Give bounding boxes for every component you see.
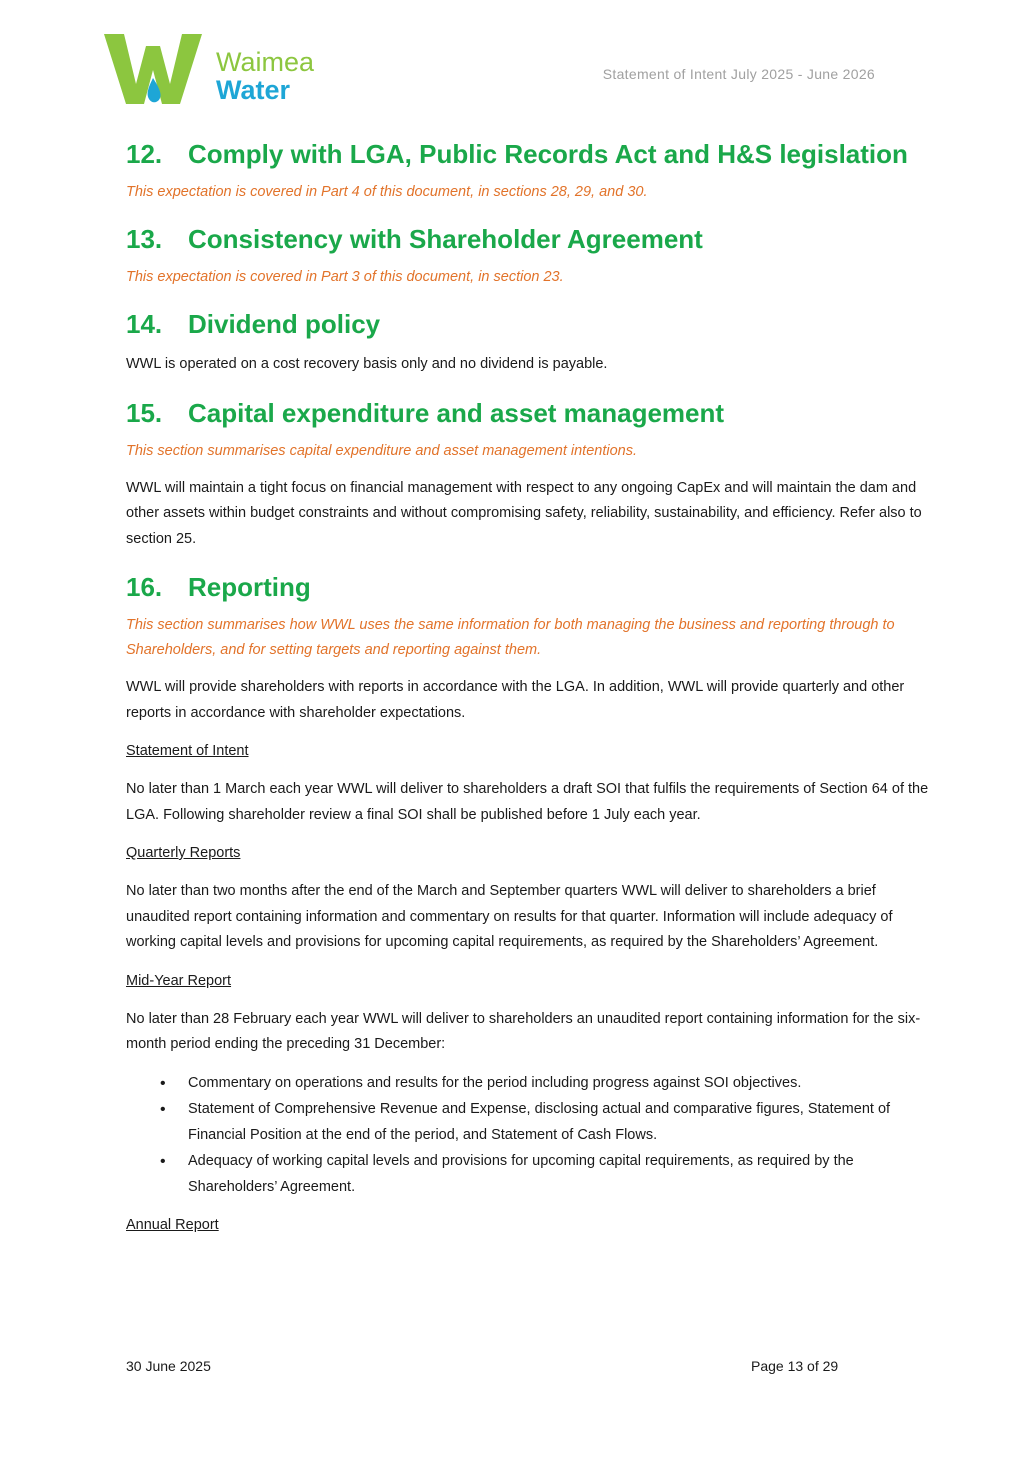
section-number: 16. [126,572,163,602]
midyear-subheading: Mid-Year Report [126,972,232,989]
section-14-paragraph: WWL is operated on a cost recovery basis only and no dividend is payable. [126,356,608,372]
section-title: Reporting [188,572,311,602]
section-15-paragraph: WWL will maintain a tight focus on financial management with respect to any ongoing CapEx and will maintain the dam and other assets within budget constraints and without compromising safety, reliability, sustainability, and efficiency. Refer also to section 25. [126,479,922,547]
footer-date: 30 June 2025 [126,1358,211,1374]
section-number: 15. [126,397,163,428]
midyear-paragraph: No later than 28 February each year WWL will deliver to shareholders an unaudited report containing information for the six-month period ending the preceding 31 December: [126,1010,921,1052]
page-content [126,132,938,1251]
quarterly-paragraph: No later than two months after the end of the March and September quarters WWL will deliver to shareholders a brief unaudited report containing information and commentary on results for that quarter. Information will include adequacy of working capital levels and provisions for upcoming capital requirements, as required by the Shareholders’ Agreement. [126,883,893,950]
section-16-paragraph: WWL will provide shareholders with reports in accordance with the LGA. In addition, WWL will provide quarterly and other reports in accordance with shareholder expectations. [126,679,905,721]
section-14-heading [126,302,938,346]
logo-line-1: Waimea [216,47,315,77]
section-12-note: This expectation is covered in Part 4 of this document, in sections 28, 29, and 30. [126,184,648,200]
logo-line-2: Water [216,75,291,105]
section-title: Comply with LGA, Public Records Act and H&S legislation [188,139,908,169]
soi-subheading: Statement of Intent [126,743,249,759]
section-15-note: This section summarises capital expenditure and asset management intentions. [126,442,637,459]
quarterly-subheading: Quarterly Reports [126,845,241,861]
list-item: • Adequacy of working capital levels and provisions for upcoming capital requirements, as required by the Shareholders’ Agreement. [188,1149,938,1200]
section-number: 12. [126,139,163,169]
footer-page-number: Page 13 of 29 [751,1358,839,1374]
logo-wordmark [216,48,314,104]
section-12-heading [126,132,938,176]
annual-subheading: Annual Report [126,1217,219,1233]
section-13-note: This expectation is covered in Part 3 of this document, in section 23. [126,269,564,285]
section-number: 13. [126,224,163,254]
document-header-title: Statement of Intent July 2025 - June 2026 [602,66,875,82]
soi-paragraph: No later than 1 March each year WWL will deliver to shareholders a draft SOI that fulfils the requirements of Section 64 of the LGA. Following shareholder review a final SOI shall be published before 1 July each year. [126,781,929,823]
list-item: • Statement of Comprehensive Revenue and Expense, disclosing actual and comparative figures, Statement of Financial Position at the end of the period, and Statement of Cash Flows. [188,1097,938,1148]
section-15-heading [126,391,938,435]
section-16-note: This section summarises how WWL uses the same information for both managing the business and reporting through to Shareholders, and for setting targets and reporting against them. [126,617,895,658]
section-title: Dividend policy [188,309,381,339]
midyear-bullet-list [126,1071,938,1201]
section-16-heading [126,565,938,609]
section-number: 14. [126,309,163,339]
section-title: Capital expenditure and asset management [188,397,725,428]
section-title: Consistency with Shareholder Agreement [188,224,703,254]
list-item: • Commentary on operations and results for the period including progress against SOI objectives. [188,1071,938,1097]
section-13-heading [126,217,938,261]
